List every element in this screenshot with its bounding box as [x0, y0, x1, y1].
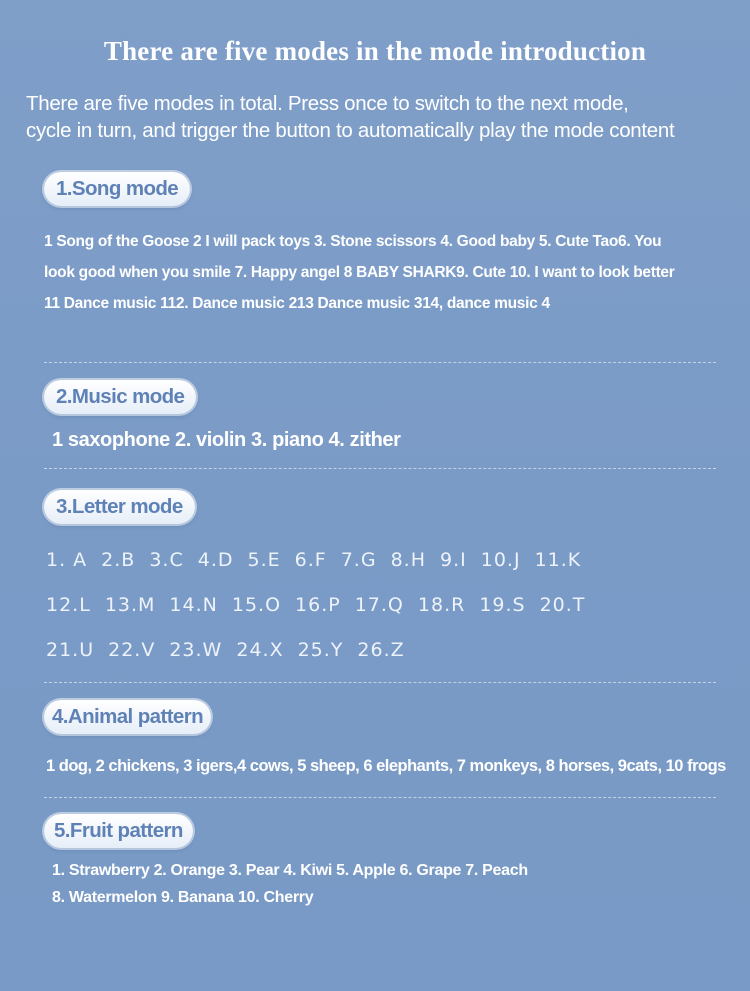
letter-row: [46, 630, 726, 675]
song-line-2: look good when you smile 7. Happy angel 8 BABY SHARK9. Cute 10. I want to look better: [44, 264, 675, 281]
page-title: There are five modes in the mode introduction: [103, 36, 647, 66]
letter-item: 8.H: [390, 549, 426, 571]
letter-item: 9.I: [440, 549, 467, 571]
letter-item: 19.S: [479, 594, 526, 616]
song-line-1: 1 Song of the Goose 2 I will pack toys 3. Stone scissors 4. Good baby 5. Cute Tao6. You: [44, 233, 662, 250]
fruit-line-1: 1. Strawberry 2. Orange 3. Pear 4. Kiwi 5. Apple 6. Grape 7. Peach: [52, 862, 528, 879]
letter-row: [46, 540, 726, 585]
letter-item: 26.Z: [357, 639, 405, 661]
letter-item: 1. A: [46, 549, 88, 571]
letter-item: 5.E: [247, 549, 281, 571]
letter-item: 23.W: [169, 639, 223, 661]
intro-line-2: cycle in turn, and trigger the button to automatically play the mode content: [26, 119, 675, 142]
music-mode-list: 1 saxophone 2. violin 3. piano 4. zither: [52, 429, 401, 451]
divider: [44, 468, 716, 469]
letter-item: 16.P: [295, 594, 341, 616]
letter-item: 2.B: [101, 549, 136, 571]
divider: [44, 362, 716, 363]
letter-item: 17.Q: [354, 594, 404, 616]
letter-item: 12.L: [46, 594, 91, 616]
fruit-pattern-list: [52, 857, 732, 911]
letter-mode-label: 3.Letter mode: [44, 490, 195, 524]
song-line-3: 11 Dance music 112. Dance music 213 Dance music 314, dance music 4: [44, 295, 550, 312]
letter-item: 25.Y: [297, 639, 344, 661]
fruit-line-2: 8. Watermelon 9. Banana 10. Cherry: [52, 889, 314, 906]
letter-item: 3.C: [149, 549, 184, 571]
letter-item: 21.U: [46, 639, 95, 661]
letter-mode-grid: [46, 540, 726, 675]
fruit-pattern-label: 5.Fruit pattern: [44, 814, 193, 848]
letter-item: 20.T: [539, 594, 586, 616]
letter-item: 4.D: [197, 549, 234, 571]
music-mode-label: 2.Music mode: [44, 380, 196, 414]
animal-pattern-label: 4.Animal pattern: [44, 700, 211, 734]
letter-row: [46, 585, 726, 630]
letter-item: 24.X: [236, 639, 284, 661]
letter-item: 10.J: [480, 549, 521, 571]
letter-item: 11.K: [534, 549, 582, 571]
letter-item: 18.R: [417, 594, 466, 616]
intro-line-1: There are five modes in total. Press once to switch to the next mode,: [26, 92, 629, 115]
letter-item: 6.F: [294, 549, 327, 571]
divider: [44, 682, 716, 683]
letter-item: 22.V: [108, 639, 156, 661]
animal-pattern-list: 1 dog, 2 chickens, 3 igers,4 cows, 5 sheep, 6 elephants, 7 monkeys, 8 horses, 9cats, 10 frogs: [46, 757, 726, 775]
letter-item: 14.N: [169, 594, 218, 616]
letter-item: 13.M: [104, 594, 156, 616]
letter-item: 15.O: [231, 594, 282, 616]
song-mode-list: [44, 226, 734, 319]
intro-text: [26, 90, 736, 144]
divider: [44, 797, 716, 798]
letter-item: 7.G: [340, 549, 377, 571]
song-mode-label: 1.Song mode: [44, 172, 190, 206]
